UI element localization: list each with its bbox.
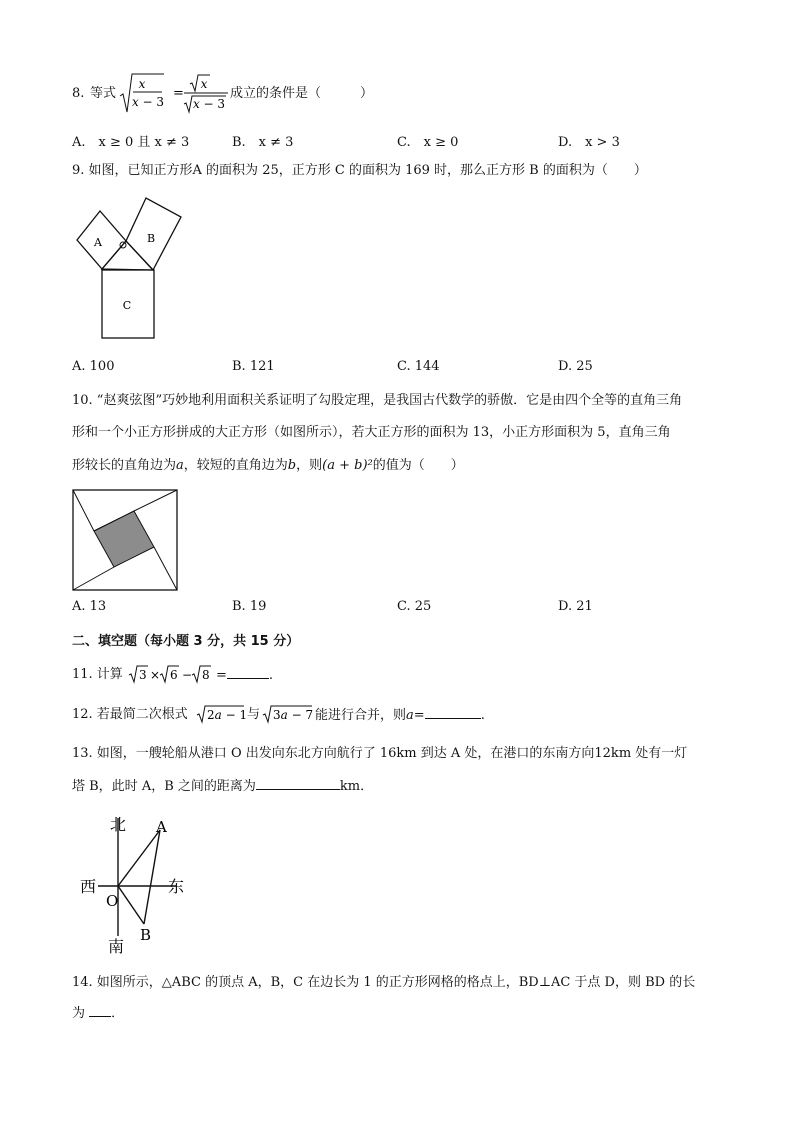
q12-answer-blank[interactable]	[425, 706, 481, 719]
q13-label-b: B	[140, 926, 152, 944]
q8-option-c: C. x ≥ 0	[397, 135, 459, 150]
q12-prefix: 12. 若最简二次根式	[72, 707, 188, 722]
q10-line-3-mid1: ，较短的直角边为	[183, 458, 288, 473]
q13-label-west: 西	[80, 877, 97, 896]
section-2-title: 二、填空题（每小题 3 分，共 15 分）	[72, 634, 300, 649]
q11-answer-blank[interactable]	[227, 666, 269, 679]
q12-eq: =	[413, 708, 425, 723]
q13-label-a: A	[156, 818, 167, 836]
q13-answer-blank[interactable]	[256, 777, 340, 790]
q10-line-2: 形和一个小正方形拼成的大正方形（如图所示），若大正方形的面积为 13，小正方形面积为 5，直角三角	[72, 425, 671, 440]
svg-text:x − 3: x − 3	[192, 97, 226, 111]
q13-line-2-post: km．	[339, 779, 374, 794]
q10-option-a: A. 13	[72, 599, 107, 614]
q8-suffix: 成立的条件是（ ）	[230, 86, 374, 101]
svg-text:8: 8	[202, 668, 210, 682]
q8-equation	[118, 72, 230, 116]
q10-line-3-mid2: ，则	[296, 458, 323, 473]
q10-option-d: D. 21	[558, 599, 593, 614]
q12-radical-2	[262, 703, 314, 725]
q9-label-b: B	[146, 232, 156, 245]
q11-end: .	[268, 668, 274, 683]
q14-line-2-post: ．	[111, 1006, 125, 1021]
svg-text:−: −	[182, 668, 193, 682]
q13-label-o: O	[106, 892, 119, 910]
q12-middle: 与	[247, 707, 261, 722]
q9-text: 9. 如图，已知正方形A 的面积为 25，正方形 C 的面积为 169 时，那么正方形 B 的面积为（ ）	[72, 163, 647, 178]
q10-var-a: a	[176, 458, 184, 473]
q13-line-2	[72, 777, 373, 796]
q8-number: 8.	[72, 86, 85, 101]
svg-text:×: ×	[150, 668, 161, 682]
q9-option-b: B. 121	[232, 359, 275, 374]
q9-option-c: C. 144	[397, 359, 440, 374]
q12-var-a: a	[406, 708, 414, 723]
svg-text:x: x	[200, 77, 208, 91]
q12-radical-1	[196, 703, 246, 725]
q8-prefix: 等式	[90, 86, 117, 101]
svg-text:6: 6	[170, 668, 178, 682]
q10-figure	[72, 489, 178, 591]
q11-expression	[128, 663, 218, 685]
q14-answer-blank[interactable]	[89, 1004, 111, 1017]
q12-suffix-text: 能进行合并，则	[315, 708, 407, 723]
q13-line-2-pre: 塔 B，此时 A，B 之间的距离为	[72, 779, 256, 794]
q8-option-a: A. x ≥ 0 且 x ≠ 3	[72, 135, 190, 150]
q10-var-b: b	[287, 458, 297, 473]
q10-option-b: B. 19	[232, 599, 267, 614]
q14-line-1: 14. 如图所示，△ABC 的顶点 A，B，C 在边长为 1 的正方形网格的格点上，BD⊥AC 于点 D，则 BD 的长	[72, 975, 696, 990]
q14-line-2	[72, 1004, 124, 1023]
svg-text:2a − 1: 2a − 1	[207, 708, 248, 722]
q10-expression: (a + b)²	[322, 458, 373, 473]
q13-line-1: 13. 如图，一艘轮船从港口 O 出发向东北方向航行了 16km 到达 A 处，在港口的东南方向12km 处有一灯	[72, 746, 688, 761]
q10-line-1: 10. “赵爽弦图”巧妙地利用面积关系证明了勾股定理，是我国古代数学的骄傲．它是由四个全等的直角三角	[72, 393, 683, 408]
q8-option-d: D. x > 3	[558, 135, 620, 150]
q11-equals-sign: =	[216, 668, 227, 683]
svg-text:x − 3: x − 3	[131, 95, 165, 109]
q12-suffix	[315, 706, 485, 725]
q9-figure	[75, 196, 185, 342]
q10-line-3	[72, 457, 464, 475]
q9-option-a: A. 100	[72, 359, 115, 374]
q11-equals	[216, 666, 273, 685]
q11-prefix: 11. 计算	[72, 667, 123, 682]
q10-line-3-post: 的值为（ ）	[372, 458, 464, 473]
svg-text:=: =	[173, 86, 184, 101]
q9-label-a: A	[94, 236, 102, 249]
q13-label-north: 北	[110, 815, 127, 834]
q14-line-2-pre: 为	[72, 1006, 86, 1021]
q10-option-c: C. 25	[397, 599, 432, 614]
q13-label-south: 南	[108, 937, 125, 956]
q10-line-3-pre: 形较长的直角边为	[72, 458, 177, 473]
q13-figure	[78, 810, 198, 960]
q8-option-b: B. x ≠ 3	[232, 135, 294, 150]
svg-text:x: x	[138, 77, 146, 91]
q12-end: .	[480, 708, 485, 723]
svg-text:3: 3	[139, 668, 147, 682]
svg-text:3a − 7: 3a − 7	[273, 708, 314, 722]
q13-label-east: 东	[168, 877, 185, 896]
q9-label-c: C	[122, 299, 132, 312]
q9-option-d: D. 25	[558, 359, 593, 374]
